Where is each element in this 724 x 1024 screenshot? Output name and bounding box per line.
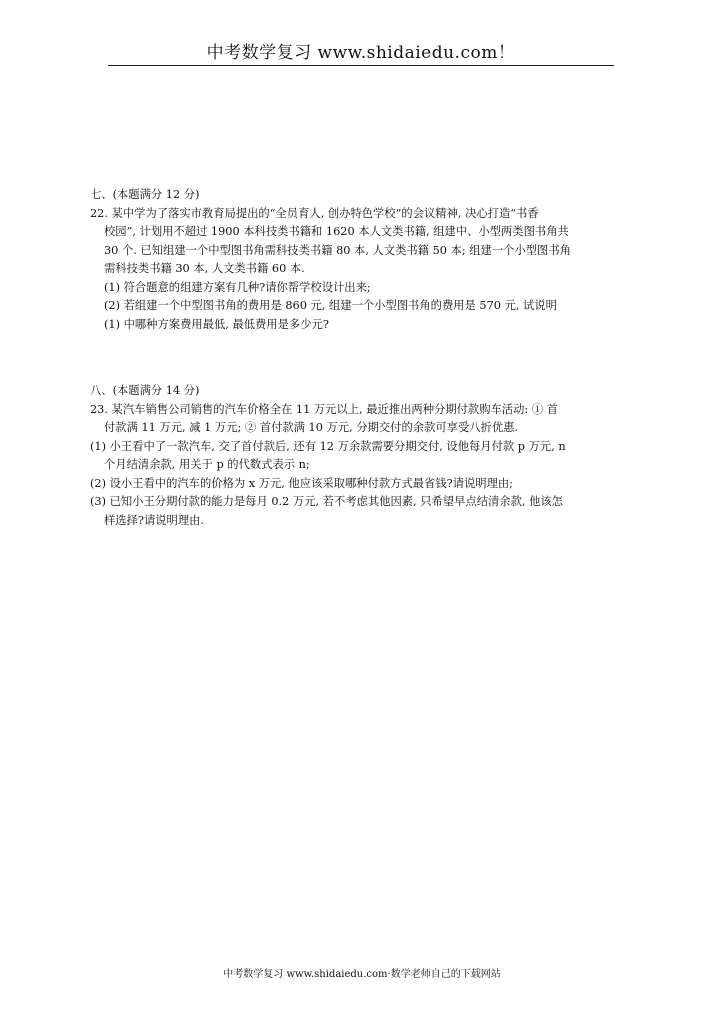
page-footer: 中考数学复习 www.shidaiedu.com·数学老师自己的下载网站 [223,969,501,980]
sub-question-line: (2) 若组建一个中型图书角的费用是 860 元, 组建一个小型图书角的费用是 570 元, 试说明 [104,299,557,312]
header-divider [108,65,614,66]
sub-question-line: 个月结清余款, 用关于 p 的代数式表示 n; [104,458,310,471]
question-line: 需科技类书籍 30 本, 人文类书籍 60 本. [104,262,305,275]
question-line: 30 个. 已知组建一个中型图书角需科技类书籍 80 本, 人文类书籍 50 本; 组建一个小型图书角 [104,243,571,257]
sub-question-line: (3) 已知小王分期付款的能力是每月 0.2 万元, 若不考虑其他因素, 只希望早点结清余款, 他该怎 [90,495,563,508]
question-line: 23. 某汽车销售公司销售的汽车价格全在 11 万元以上, 最近推出两种分期付款购车活动: ① 首 [90,402,558,416]
question-line: 校园”, 计划用不超过 1900 本科技类书籍和 1620 本人文类书籍, 组建中、小型两类图书角共 [104,225,569,238]
sub-question-line: 样选择?请说明理由. [104,513,205,527]
sub-question-line: (1) 符合题意的组建方案有几种?请你帮学校设计出来; [104,280,371,294]
page-header-title: 中考数学复习 www.shidaiedu.com！ [206,43,516,63]
sub-question-line: (1) 小王看中了一款汽车, 交了首付款后, 还有 12 万余款需要分期交付, 设他每月付款 p 万元, n [90,439,566,453]
question-22-block [90,186,630,334]
question-line: 22. 某中学为了落实市教育局提出的“全员育人, 创办特色学校”的会议精神, 决心打造“书香 [90,206,539,220]
sub-question-line: (1) 中哪种方案费用最低, 最低费用是多少元? [104,317,329,331]
question-23-block [90,382,630,530]
section-heading: 七、(本题满分 12 分) [90,188,200,201]
sub-question-line: (2) 设小王看中的汽车的价格为 x 万元, 他应该采取哪种付款方式最省钱?请说明理由; [90,476,513,490]
section-heading: 八、(本题满分 14 分) [90,384,200,397]
question-line: 付款满 11 万元, 减 1 万元; ② 首付款满 10 万元, 分期交付的余款可享受八折优惠. [104,421,519,434]
